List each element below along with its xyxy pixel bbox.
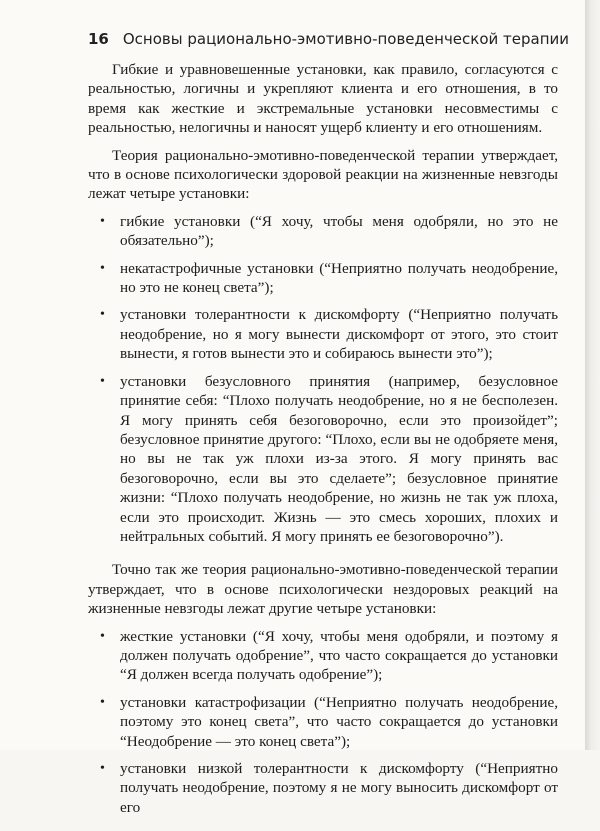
list-item-text: установки толерантности к дискомфорту (“Неприятно получать неодобрение, но я могу вынести дискомфорт от этого, это стоит вынести, я готов вынести это и собираюсь вынести это”);: [120, 306, 558, 363]
bullet-icon: •: [100, 694, 105, 710]
bullet-icon: •: [100, 260, 105, 276]
list-item: [88, 627, 558, 685]
bullet-icon: •: [100, 628, 105, 644]
list-item-text: некатастрофичные установки (“Неприятно получать неодобрение, но это не конец света”);: [120, 259, 558, 297]
bullet-icon: •: [100, 761, 105, 776]
list-item: [88, 259, 558, 298]
list-item-text: установки безусловного принятия (например, безусловное принятие себя: “Плохо получать неодобрение, но я не бесполезен. Я могу принять себя безоговорочно, если это произойдет”; безусловное принятие другого: “Плохо, если вы не одобряете меня, но вы не так уж плохи из-за этого. Я могу принять вас безоговорочно, если вы это сделаете”; безусловное принятие жизни: “Плохо получать неодобрение, но жизнь не так уж плоха, если это происходит. Жизнь — это смесь хороших, плохих и нейтральных событий. Я могу принять ее безоговорочно”).: [120, 372, 558, 545]
bullet-icon: •: [100, 213, 105, 229]
running-title: Основы рационально-эмотивно-поведенческой терапии: [122, 30, 570, 48]
page-body: [88, 60, 558, 831]
running-header: [88, 30, 570, 48]
paragraph-unhealthy-lead: Точно так же теория рационально-эмотивно-поведенческой терапии утверждает, что в основе психологически нездоровых реакций на жизненные невзгоды лежат другие четыре установки:: [88, 561, 558, 618]
list-item-text: установки катастрофизации (“Неприятно получать неодобрение, поэтому это конец света”, что часто сокращается до установки “Неодобрение — это конец света”);: [120, 693, 558, 750]
healthy-beliefs-list: [88, 212, 558, 547]
list-item-text: установки низкой толерантности к дискомфорту (“Неприятно получать неодобрение, поэтому я не могу выносить дискомфорт от его: [120, 760, 558, 816]
page-number: 16: [88, 30, 109, 48]
bullet-icon: •: [100, 307, 105, 323]
paragraph-intro: Гибкие и уравновешенные установки, как правило, согласуются с реальностью, логичны и укрепляют клиента и его отношения, в то время как жесткие и экстремальные установки несовместимы с реальностью, нелогичны и наносят ущерб клиенту и его отношениям.: [88, 61, 558, 137]
list-item: [88, 693, 558, 751]
list-item: [88, 212, 558, 251]
list-item: [88, 372, 558, 547]
list-item: [88, 759, 558, 817]
list-item-text: жесткие установки (“Я хочу, чтобы меня одобряли, и поэтому я должен получать одобрение”, что часто сокращается до установки “Я должен всегда получать одобрение”);: [120, 627, 558, 684]
bullet-icon: •: [100, 373, 105, 389]
page-edge-shadow: [585, 0, 600, 750]
list-item: [88, 305, 558, 363]
list-item-text: гибкие установки (“Я хочу, чтобы меня одобряли, но это не обязательно”);: [120, 212, 558, 250]
paragraph-healthy-lead: Теория рационально-эмотивно-поведенческой терапии утверждает, что в основе психологически здоровой реакции на жизненные невзгоды лежат четыре установки:: [88, 146, 558, 203]
unhealthy-beliefs-list: [88, 627, 558, 818]
